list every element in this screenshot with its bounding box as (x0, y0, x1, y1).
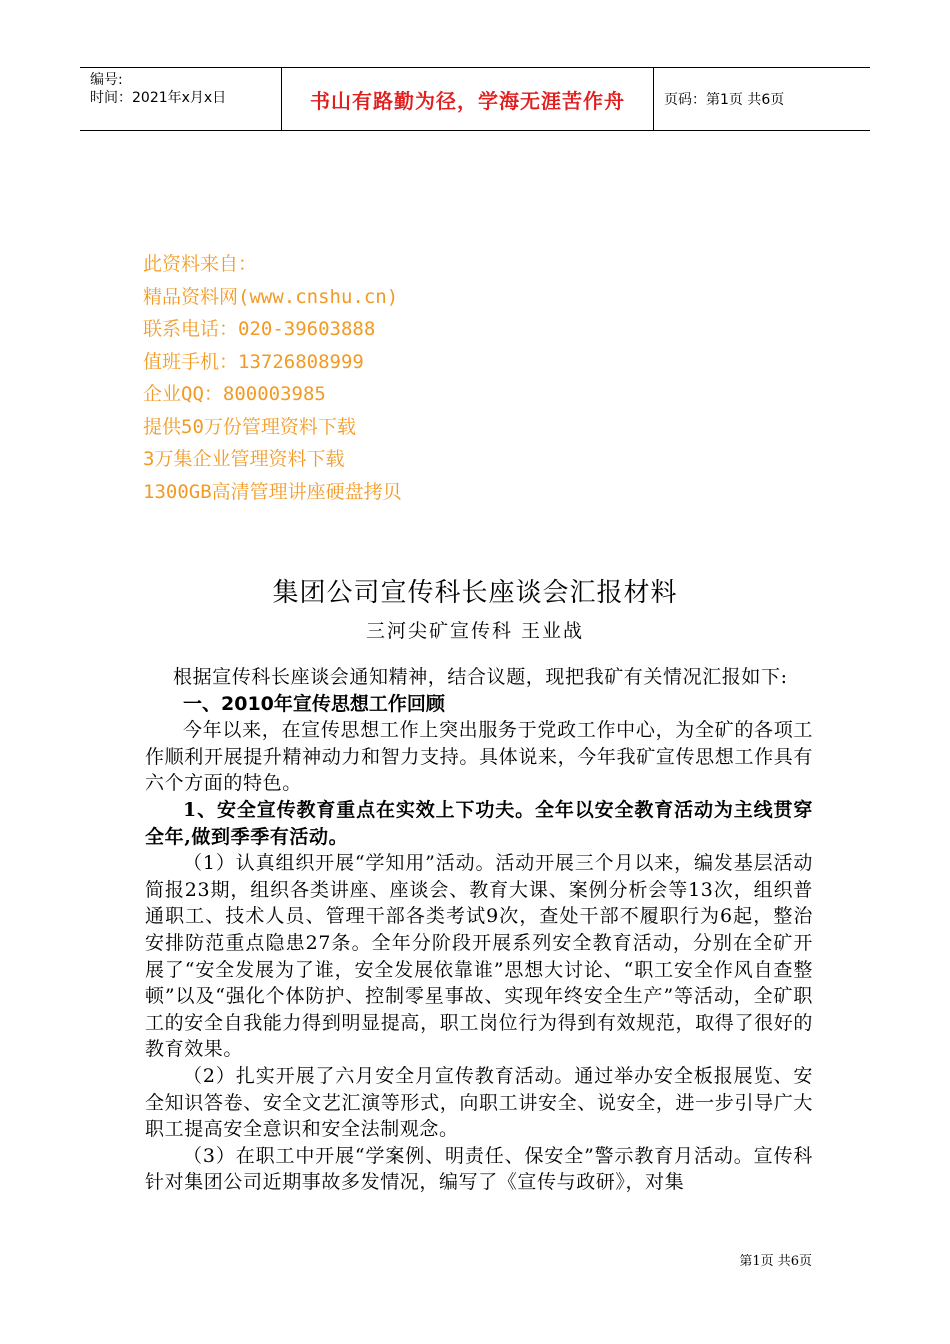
promo-line: 值班手机：13726808999 (143, 350, 364, 373)
promo-line: 企业QQ：800003985 (143, 383, 326, 405)
promo-line: 精品资料网(www.cnshu.cn) (143, 285, 399, 308)
header-page-info: 页码：第1页 共6页 (664, 92, 785, 108)
promo-line: 联系电话：020-39603888 (143, 318, 376, 340)
header-motto: 书山有路勤为径，学海无涯苦作舟 (282, 68, 654, 130)
document-title: 集团公司宣传科长座谈会汇报材料 (272, 578, 678, 608)
header-meta (80, 68, 282, 130)
point-heading: 1、安全宣传教育重点在实效上下功夫。全年以安全教育活动为主线贯穿全年,做到季季有活动。 (145, 798, 813, 848)
document-body (145, 664, 813, 1196)
time-label: 时间：2021年x月x日 (90, 90, 227, 106)
intro-paragraph: 根据宣传科长座谈会通知精神，结合议题，现把我矿有关情况汇报如下: (173, 666, 788, 688)
number-label: 编号: (90, 72, 123, 88)
paragraph: （3）在职工中开展“学案例、明责任、保安全”警示教育月活动。宣传科针对集团公司近期事故多发情况，编写了《宣传与政研》，对集 (145, 1144, 813, 1194)
promo-line: 1300GB高清管理讲座硬盘拷贝 (143, 480, 402, 503)
paragraph: （2）扎实开展了六月安全月宣传教育活动。通过举办安全板报展览、安全知识答卷、安全文艺汇演等形式，向职工讲安全、说安全，进一步引导广大职工提高安全意识和安全法制观念。 (145, 1064, 813, 1141)
paragraph: （1）认真组织开展“学知用”活动。活动开展三个月以来，编发基层活动简报23期，组织各类讲座、座谈会、教育大课、案例分析会等13次，组织普通职工、技术人员、管理干部各类考试9次，查处干部不履职行为6起，整治安排防范重点隐患27条。全年分阶段开展系列安全教育活动，分别在全矿开展了“安全发展为了谁，安全发展依靠谁”思想大讨论、“职工安全作风自查整顿”以及“强化个体防护、控制零星事故、实现年终安全生产”等活动，全矿职工的安全自我能力得到明显提高，职工岗位行为得到有效规范，取得了很好的教育效果。 (145, 852, 813, 1061)
document-subtitle: 三河尖矿宣传科 王业战 (365, 620, 585, 642)
paragraph: 今年以来，在宣传思想工作上突出服务于党政工作中心，为全矿的各项工作顺利开展提升精神动力和智力支持。具体说来，今年我矿宣传思想工作具有六个方面的特色。 (145, 719, 813, 795)
promo-line: 此资料来自： (143, 253, 258, 275)
page-header (80, 67, 870, 131)
promo-line: 3万集企业管理资料下载 (143, 448, 345, 470)
promo-line: 提供50万份管理资料下载 (143, 415, 356, 438)
section-heading: 一、2010年宣传思想工作回顾 (183, 692, 445, 715)
promo-block (143, 248, 402, 508)
page-footer: 第1页 共6页 (739, 1254, 812, 1269)
